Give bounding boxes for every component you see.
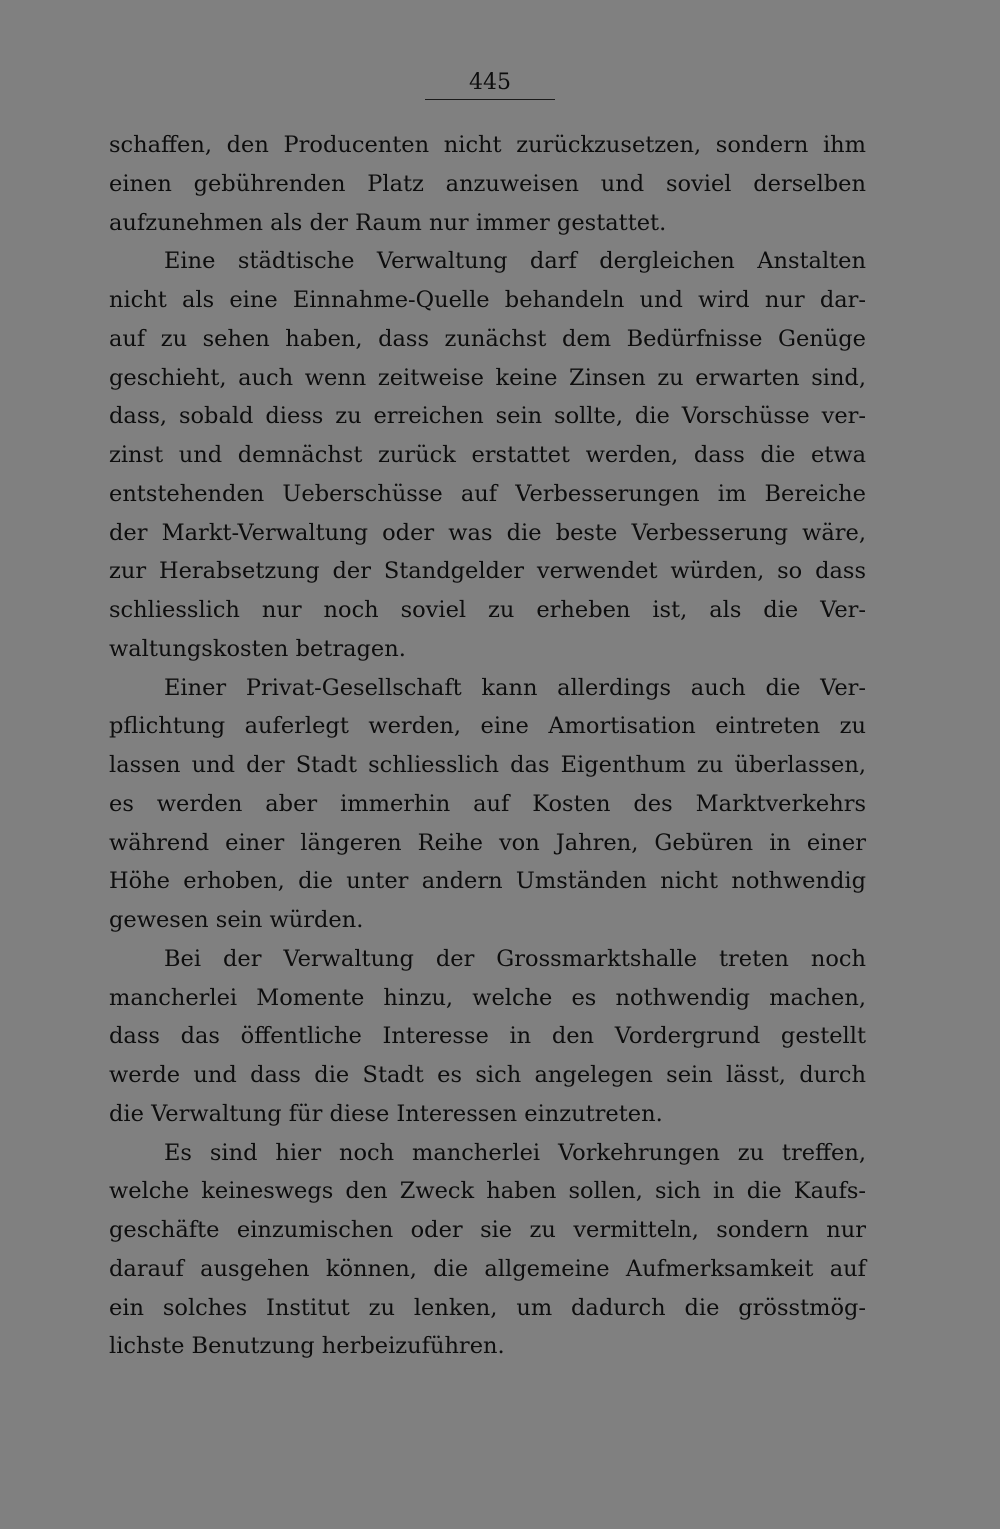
- text-line: lichste Benutzung herbeizuführen.: [109, 1333, 505, 1360]
- text-line: nicht als eine Einnahme-Quelle behandeln und wird nur dar-: [109, 287, 866, 313]
- text-line: entstehenden Ueberschüsse auf Verbesserungen im Bereiche: [109, 480, 866, 507]
- text-line: es werden aber immerhin auf Kosten des Marktverkehrs: [109, 790, 866, 817]
- text-line: einen gebührenden Platz anzuweisen und soviel derselben: [109, 170, 866, 197]
- text-line: geschäfte einzumischen oder sie zu vermitteln, sondern nur: [109, 1217, 866, 1243]
- text-line: ein solches Institut zu lenken, um dadurch die grösstmög-: [109, 1294, 866, 1321]
- paragraph-first-line: Einer Privat-Gesellschaft kann allerdings auch die Ver-: [164, 674, 866, 701]
- text-line: auf zu sehen haben, dass zunächst dem Bedürfnisse Genüge: [109, 325, 866, 352]
- text-line: schaffen, den Producenten nicht zurückzusetzen, sondern ihm: [109, 132, 866, 158]
- body-text: [109, 126, 866, 1366]
- paragraph-first-line: Eine städtische Verwaltung darf dergleichen Anstalten: [164, 248, 866, 275]
- text-line: der Markt-Verwaltung oder was die beste Verbesserung wäre,: [109, 519, 866, 546]
- text-line: Höhe erhoben, die unter andern Umständen nicht nothwendig: [109, 868, 866, 895]
- text-line: gewesen sein würden.: [109, 907, 364, 933]
- text-line: die Verwaltung für diese Interessen einzutreten.: [109, 1100, 663, 1127]
- text-line: zur Herabsetzung der Standgelder verwendet würden, so dass: [109, 558, 866, 585]
- text-line: schliesslich nur noch soviel zu erheben ist, als die Ver-: [109, 597, 866, 623]
- text-line: dass, sobald diess zu erreichen sein sollte, die Vorschüsse ver-: [109, 403, 866, 430]
- page-number: 445: [425, 70, 555, 100]
- paragraph-first-line: Es sind hier noch mancherlei Vorkehrungen zu treffen,: [164, 1139, 866, 1166]
- paragraph-first-line: Bei der Verwaltung der Grossmarktshalle treten noch: [164, 945, 866, 972]
- text-line: dass das öffentliche Interesse in den Vordergrund gestellt: [109, 1023, 866, 1050]
- text-line: aufzunehmen als der Raum nur immer gestattet.: [109, 209, 667, 236]
- text-line: welche keineswegs den Zweck haben sollen, sich in die Kaufs-: [109, 1178, 866, 1205]
- text-line: geschieht, auch wenn zeitweise keine Zinsen zu erwarten sind,: [109, 364, 866, 391]
- text-line: zinst und demnächst zurück erstattet werden, dass die etwa: [109, 442, 866, 468]
- text-line: pflichtung auferlegt werden, eine Amortisation eintreten zu: [109, 713, 866, 740]
- text-line: lassen und der Stadt schliesslich das Eigenthum zu überlassen,: [109, 752, 866, 778]
- text-line: während einer längeren Reihe von Jahren, Gebüren in einer: [109, 829, 866, 856]
- text-line: waltungskosten betragen.: [109, 635, 406, 662]
- text-line: mancherlei Momente hinzu, welche es nothwendig machen,: [109, 984, 866, 1011]
- text-line: werde und dass die Stadt es sich angelegen sein lässt, durch: [109, 1062, 866, 1088]
- text-line: darauf ausgehen können, die allgemeine Aufmerksamkeit auf: [109, 1255, 866, 1282]
